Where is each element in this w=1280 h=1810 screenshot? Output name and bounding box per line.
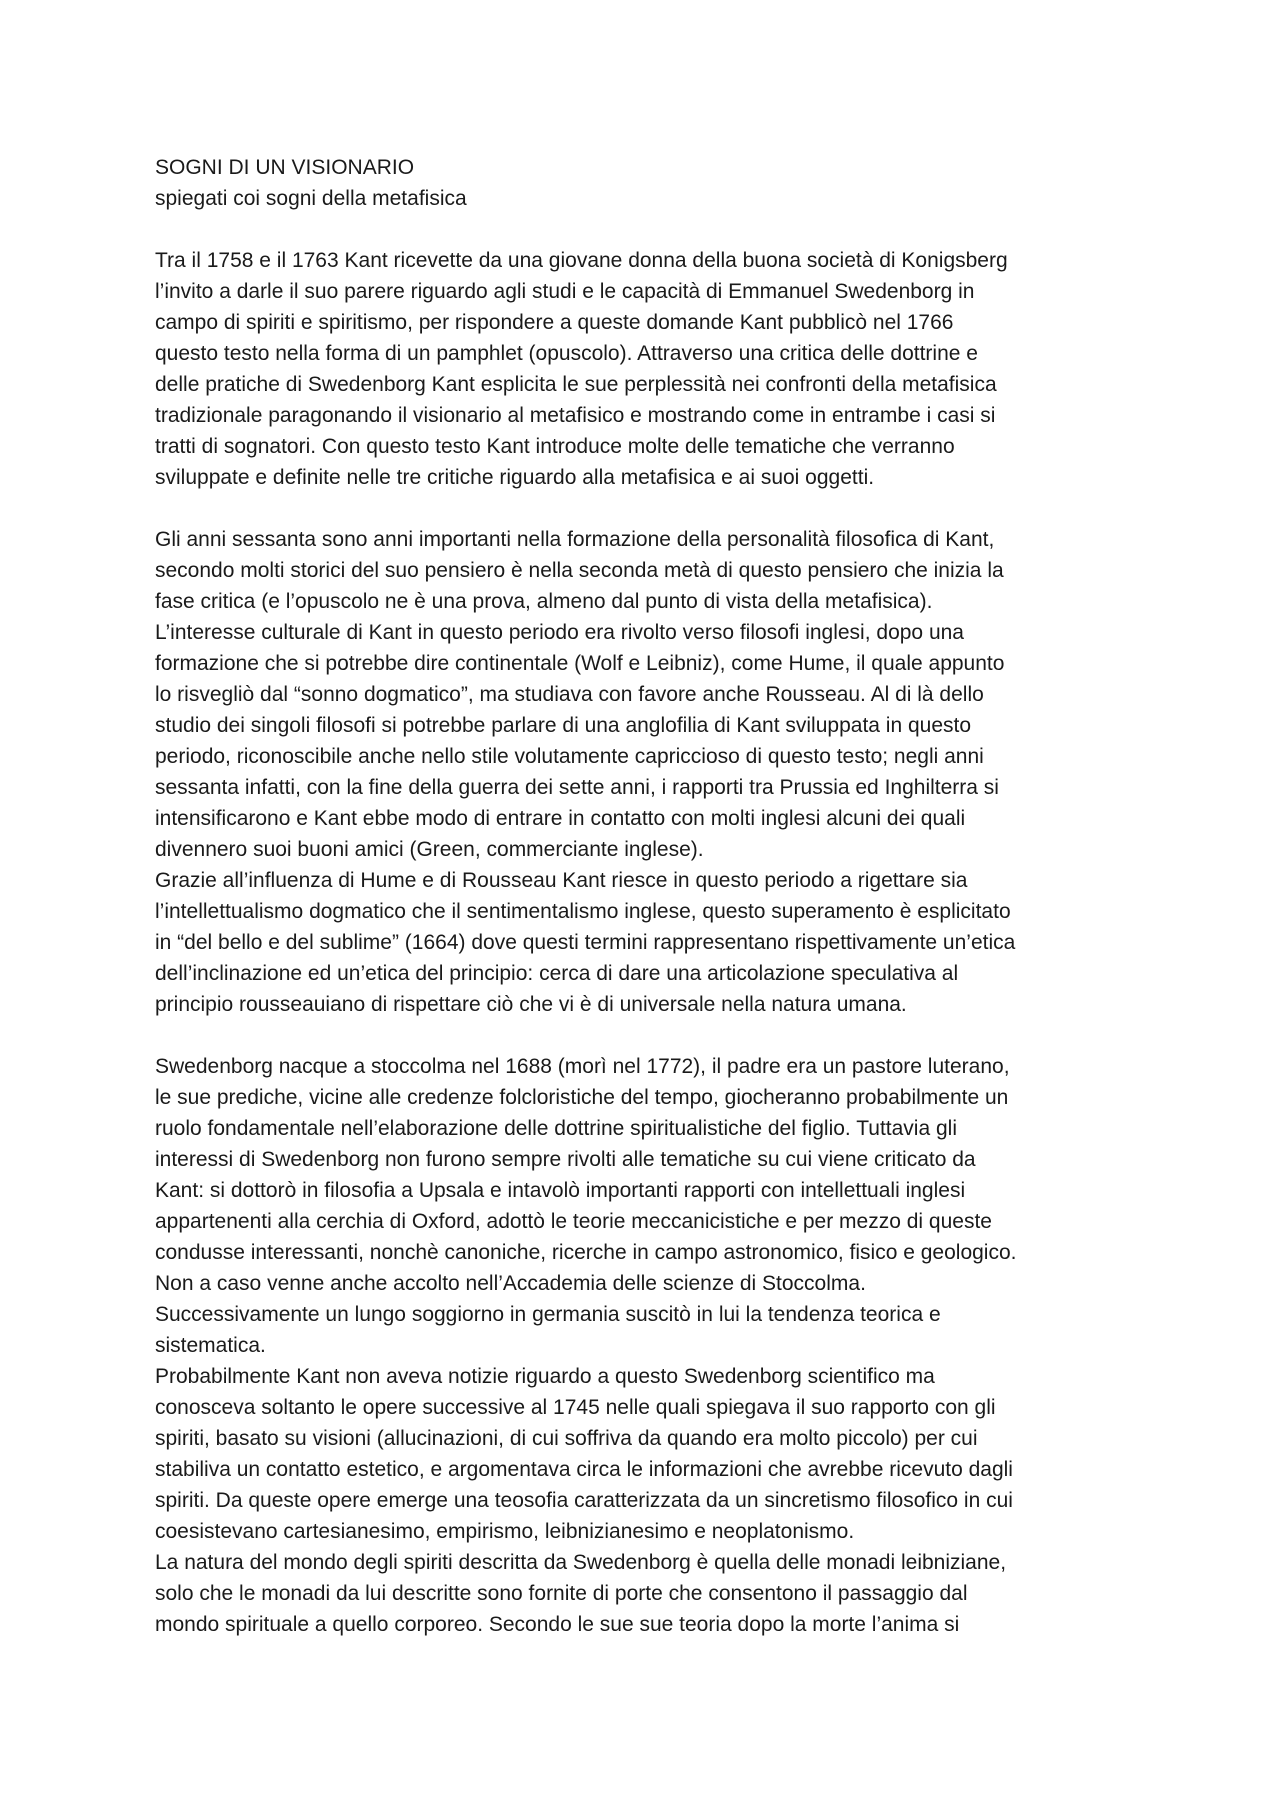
- text-line: Grazie all’influenza di Hume e di Rousseau Kant riesce in questo periodo a rigettare sia: [155, 869, 968, 892]
- text-line: formazione che si potrebbe dire continentale (Wolf e Leibniz), come Hume, il quale appunto: [155, 652, 1005, 675]
- text-line: stabiliva un contatto estetico, e argomentava circa le informazioni che avrebbe ricevuto dagli: [155, 1458, 1013, 1481]
- text-line: interessi di Swedenborg non furono sempre rivolti alle tematiche su cui viene criticato da: [155, 1148, 976, 1171]
- text-line: sviluppate e definite nelle tre critiche riguardo alla metafisica e ai suoi oggetti.: [155, 466, 875, 489]
- text-line: Swedenborg nacque a stoccolma nel 1688 (morì nel 1772), il padre era un pastore luterano,: [155, 1055, 1010, 1078]
- text-line: intensificarono e Kant ebbe modo di entrare in contatto con molti inglesi alcuni dei quali: [155, 807, 966, 830]
- text-line: L’interesse culturale di Kant in questo periodo era rivolto verso filosofi inglesi, dopo una: [155, 621, 964, 644]
- text-line: campo di spiriti e spiritismo, per rispondere a queste domande Kant pubblicò nel 1766: [155, 311, 954, 334]
- text-line: secondo molti storici del suo pensiero è nella seconda metà di questo pensiero che inizia la: [155, 559, 1004, 582]
- document-subtitle: spiegati coi sogni della metafisica: [155, 187, 467, 210]
- text-line: in “del bello e del sublime” (1664) dove questi termini rappresentano rispettivamente un’etica: [155, 931, 1016, 954]
- text-line: spiriti. Da queste opere emerge una teosofia caratterizzata da un sincretismo filosofico in cui: [155, 1489, 1013, 1512]
- text-line: lo risvegliò dal “sonno dogmatico”, ma studiava con favore anche Rousseau. Al di là dello: [155, 683, 984, 706]
- text-line: tradizionale paragonando il visionario al metafisico e mostrando come in entrambe i casi si: [155, 404, 996, 427]
- text-line: ruolo fondamentale nell’elaborazione delle dottrine spiritualistiche del figlio. Tuttavia gli: [155, 1117, 957, 1140]
- text-line: delle pratiche di Swedenborg Kant esplicita le sue perplessità nei confronti della metafisica: [155, 373, 997, 396]
- text-line: Tra il 1758 e il 1763 Kant ricevette da una giovane donna della buona società di Konigsberg: [155, 249, 1008, 272]
- paragraph-spacer: [155, 1020, 1135, 1051]
- text-line: principio rousseauiano di rispettare ciò che vi è di universale nella natura umana.: [155, 993, 907, 1016]
- text-line: l’intellettualismo dogmatico che il sentimentalismo inglese, questo superamento è esplicitato: [155, 900, 1011, 923]
- document-page: [155, 152, 1135, 1640]
- text-line: appartenenti alla cerchia di Oxford, adottò le teorie meccanicistiche e per mezzo di queste: [155, 1210, 992, 1233]
- text-line: sistematica.: [155, 1334, 266, 1357]
- text-line: divennero suoi buoni amici (Green, commerciante inglese).: [155, 838, 704, 861]
- text-line: studio dei singoli filosofi si potrebbe parlare di una anglofilia di Kant sviluppata in questo: [155, 714, 972, 737]
- text-line: Successivamente un lungo soggiorno in germania suscitò in lui la tendenza teorica e: [155, 1303, 941, 1326]
- text-line: periodo, riconoscibile anche nello stile volutamente capriccioso di questo testo; negli anni: [155, 745, 984, 768]
- text-line: coesistevano cartesianesimo, empirismo, leibnizianesimo e neoplatonismo.: [155, 1520, 855, 1543]
- paragraph-intro: [155, 245, 1135, 493]
- text-line: Gli anni sessanta sono anni importanti nella formazione della personalità filosofica di Kant,: [155, 528, 995, 551]
- paragraph-spacer: [155, 493, 1135, 524]
- paragraph-sixties: [155, 524, 1135, 1020]
- text-line: sessanta infatti, con la fine della guerra dei sette anni, i rapporti tra Prussia ed Inghilterra si: [155, 776, 999, 799]
- text-line: Kant: si dottorò in filosofia a Upsala e intavolò importanti rapporti con intellettuali inglesi: [155, 1179, 966, 1202]
- text-line: spiriti, basato su visioni (allucinazioni, di cui soffriva da quando era molto piccolo) per cui: [155, 1427, 978, 1450]
- text-line: Probabilmente Kant non aveva notizie riguardo a questo Swedenborg scientifico ma: [155, 1365, 935, 1388]
- text-line: conosceva soltanto le opere successive al 1745 nelle quali spiegava il suo rapporto con gli: [155, 1396, 996, 1419]
- paragraph-swedenborg: [155, 1051, 1135, 1640]
- text-line: questo testo nella forma di un pamphlet (opuscolo). Attraverso una critica delle dottrine e: [155, 342, 978, 365]
- text-line: condusse interessanti, nonchè canoniche, ricerche in campo astronomico, fisico e geologico.: [155, 1241, 1017, 1264]
- text-line: La natura del mondo degli spiriti descritta da Swedenborg è quella delle monadi leibniziane,: [155, 1551, 1007, 1574]
- text-line: l’invito a darle il suo parere riguardo agli studi e le capacità di Emmanuel Swedenborg in: [155, 280, 975, 303]
- text-line: tratti di sognatori. Con questo testo Kant introduce molte delle tematiche che verranno: [155, 435, 955, 458]
- text-line: le sue prediche, vicine alle credenze folcloristiche del tempo, giocheranno probabilmente un: [155, 1086, 1009, 1109]
- text-line: dell’inclinazione ed un’etica del principio: cerca di dare una articolazione speculativa al: [155, 962, 959, 985]
- text-line: fase critica (e l’opuscolo ne è una prova, almeno dal punto di vista della metafisica).: [155, 590, 933, 613]
- document-title: SOGNI DI UN VISIONARIO: [155, 156, 415, 179]
- text-line: Non a caso venne anche accolto nell’Accademia delle scienze di Stoccolma.: [155, 1272, 866, 1295]
- text-line: solo che le monadi da lui descritte sono fornite di porte che consentono il passaggio dal: [155, 1582, 968, 1605]
- text-line: mondo spirituale a quello corporeo. Secondo le sue sue teoria dopo la morte l’anima si: [155, 1613, 960, 1636]
